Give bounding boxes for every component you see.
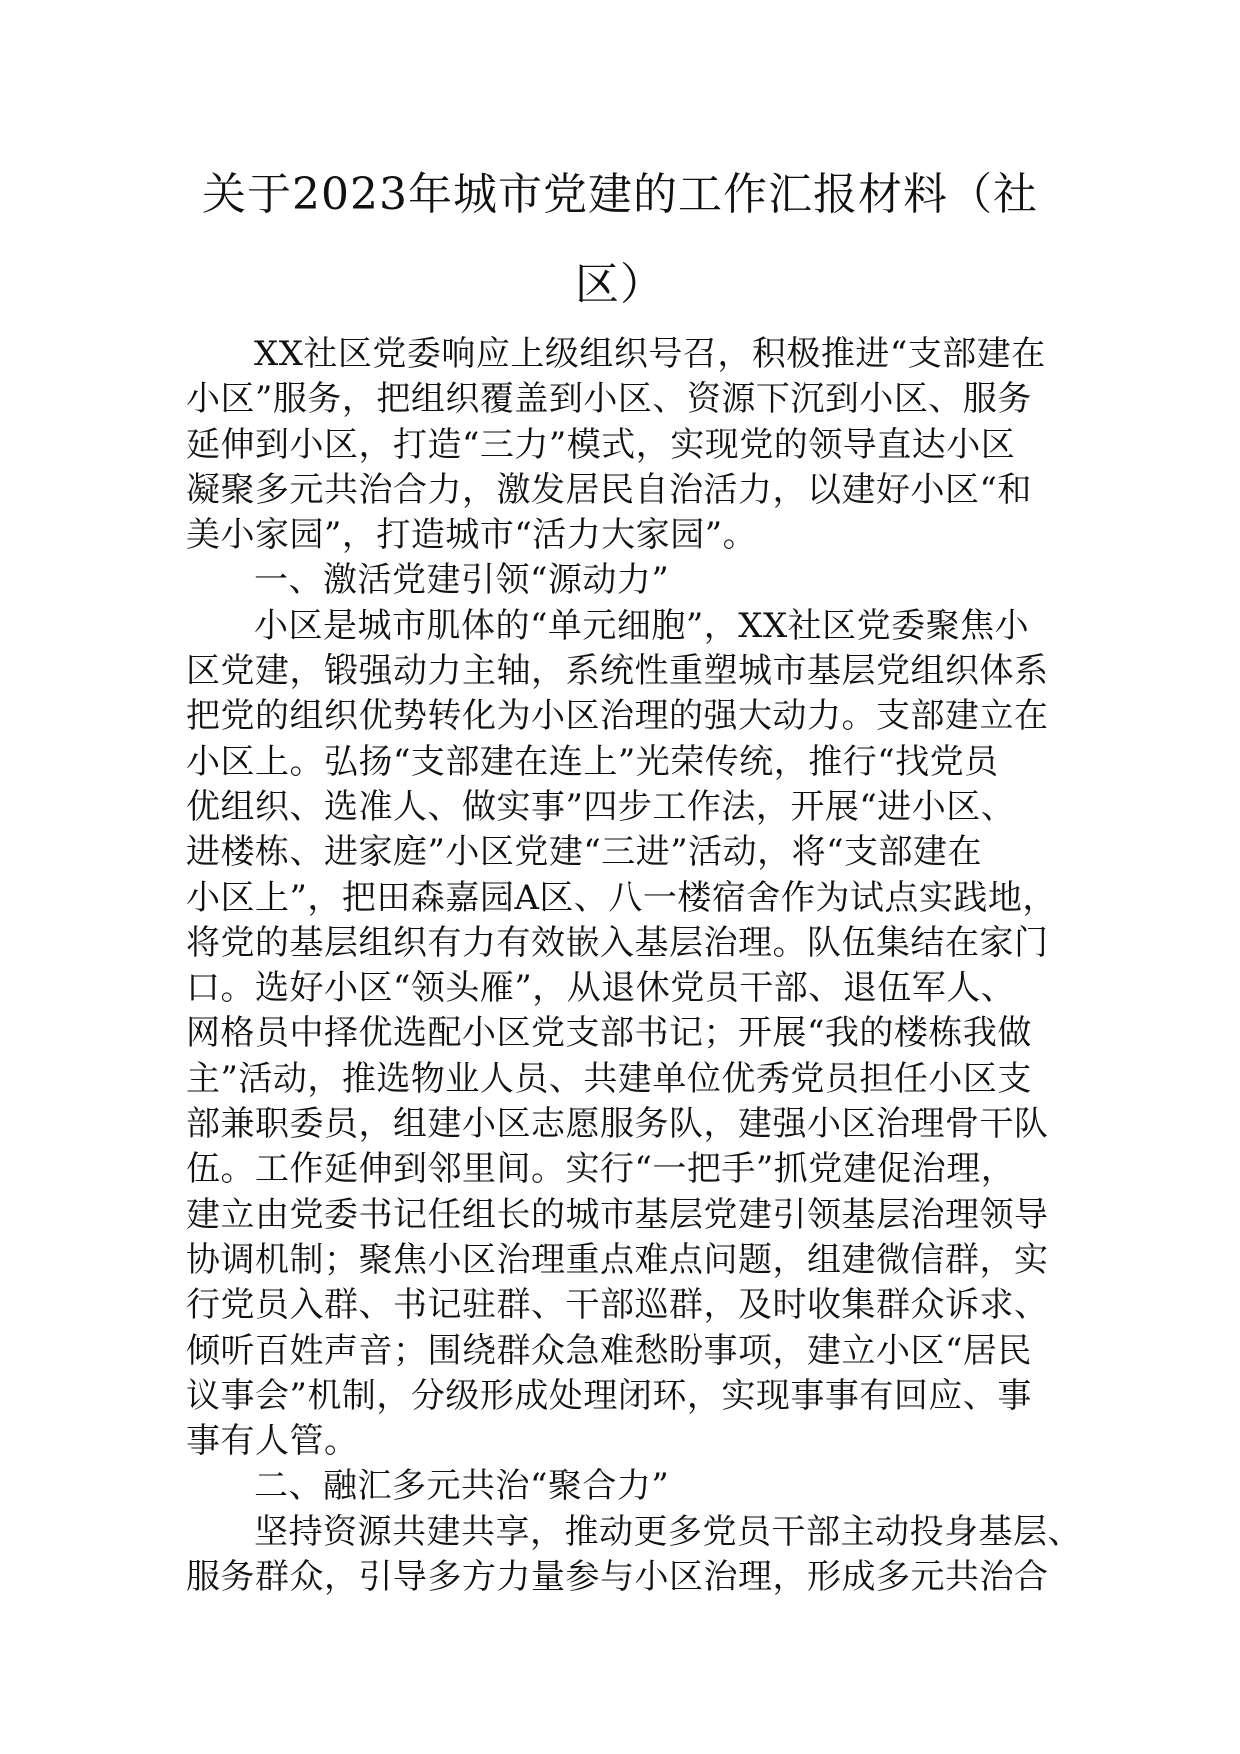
body-line: 倾听百姓声音；围绕群众急难愁盼事项，建立小区“居民 [186,1330,1032,1371]
body-line: 协调机制；聚焦小区治理重点难点问题，组建微信群，实 [186,1239,1049,1280]
body-line: 伍。工作延伸到邻里间。实行“一把手”抓党建促治理， [186,1149,1016,1190]
document-title [180,150,1060,330]
body-line: 进楼栋、进家庭”小区党建“三进”活动，将“支部建在 [186,832,983,873]
body-line: 建立由党委书记任组长的城市基层党建引领基层治理领导 [186,1194,1049,1235]
body-line: 部兼职委员，组建小区志愿服务队，建强小区治理骨干队 [186,1104,1049,1145]
body-line: 坚持资源共建共享，推动更多党员干部主动投身基层、 [254,1511,1082,1552]
body-line: 口。选好小区“领头雁”，从退休党员干部、退伍军人、 [186,968,1016,1009]
body-line: 延伸到小区，打造“三力”模式，实现党的领导直达小区 [186,424,1016,465]
body-line: 小区”服务，把组织覆盖到小区、资源下沉到小区、服务 [186,379,1032,420]
title-line-1: 关于2023年城市党建的工作汇报材料（社 [202,169,1038,220]
body-line: 行党员入群、书记驻群、干部巡群，及时收集群众诉求、 [186,1285,1049,1326]
body-line: 议事会”机制，分级形成处理闭环，实现事事有回应、事 [186,1375,1032,1416]
body-line: 服务群众，引导多方力量参与小区治理，形成多元共治合 [186,1557,1049,1598]
title-line-2: 区） [575,259,665,310]
body-line: 小区上。弘扬“支部建在连上”光荣传统，推行“找党员 [186,741,999,782]
body-line: 将党的基层组织有力有效嵌入基层治理。队伍集结在家门 [186,922,1049,963]
body-line: 美小家园”，打造城市“活力大家园”。 [186,515,758,556]
body-line: 把党的组织优势转化为小区治理的强大动力。支部建立在 [186,696,1049,737]
body-line: 事有人管。 [186,1421,359,1462]
body-line: 网格员中择优选配小区党支部书记；开展“我的楼栋我做 [186,1013,1032,1054]
body-line: 凝聚多元共治合力，激发居民自治活力，以建好小区“和 [186,469,1032,510]
body-line: 一、激活党建引领“源动力” [254,560,670,601]
document-body [186,332,1086,1600]
body-line: 优组织、选准人、做实事”四步工作法，开展“进小区、 [186,786,1016,827]
body-line: 小区是城市肌体的“单元细胞”，XX社区党委聚焦小 [254,605,1030,646]
body-line: 主”活动，推选物业人员、共建单位优秀党员担任小区支 [186,1058,1032,1099]
body-line: 二、融汇多元共治“聚合力” [254,1466,670,1507]
body-line: 区党建，锻强动力主轴，系统性重塑城市基层党组织体系 [186,651,1049,692]
body-line: XX社区党委响应上级组织号召，积极推进“支部建在 [254,334,1046,374]
body-line: 小区上”，把田森嘉园A区、八一楼宿舍作为试点实践地， [186,877,1057,918]
